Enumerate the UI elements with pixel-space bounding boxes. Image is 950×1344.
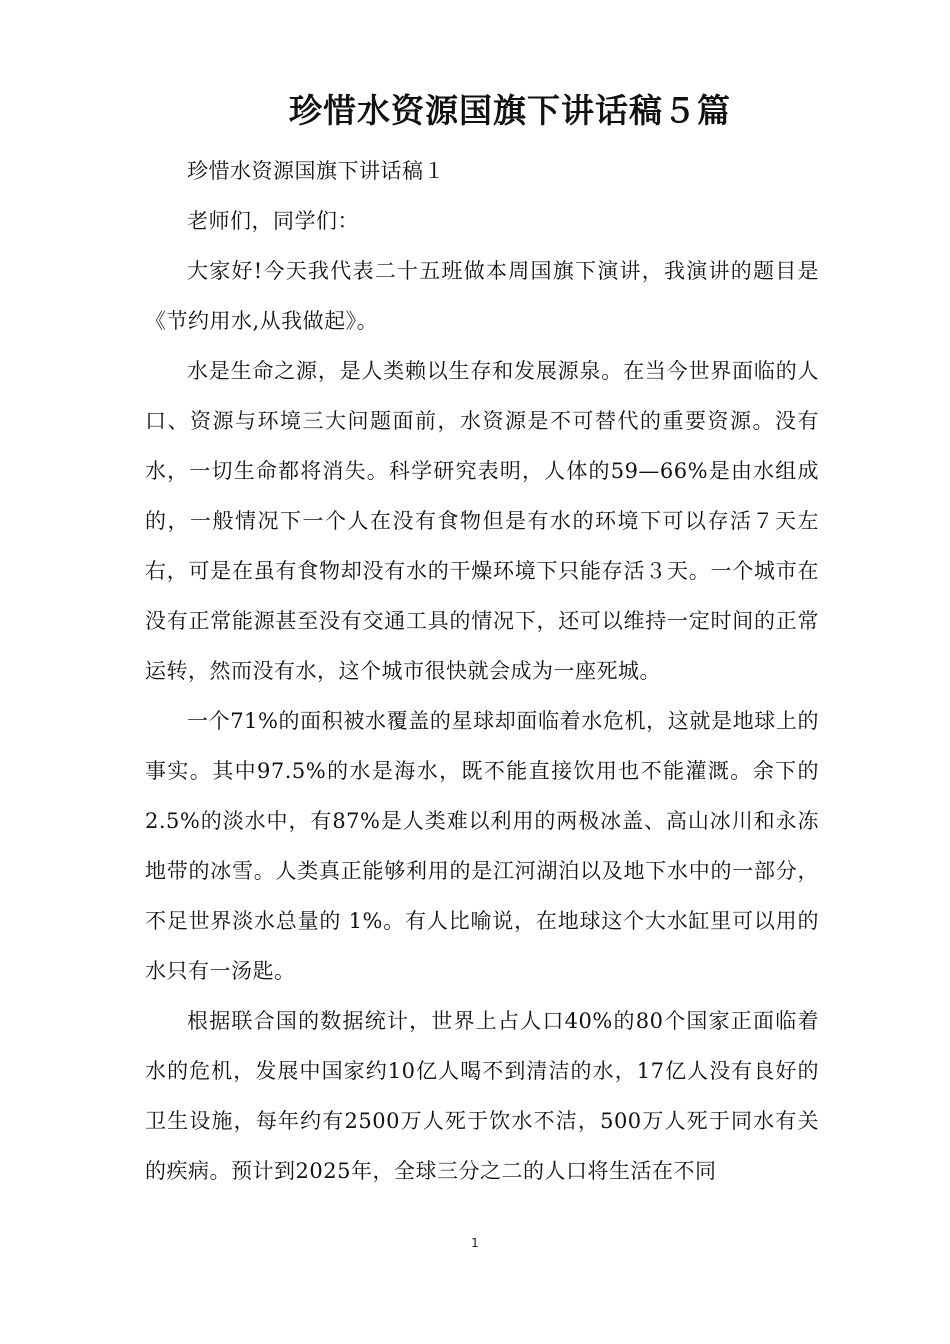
- body-paragraph: 水是生命之源，是人类赖以生存和发展源泉。在当今世界面临的人口、资源与环境三大问题面前，水资源是不可替代的重要资源。没有水，一切生命都将消失。科学研究表明，人体的59—66%是由水组成的，一般情况下一个人在没有食物但是有水的环境下可以存活７天左右，可是在虽有食物却没有水的干燥环境下只能存活３天。一个城市在没有正常能源甚至没有交通工具的情况下，还可以维持一定时间的正常运转，然而没有水，这个城市很快就会成为一座死城。: [145, 359, 819, 683]
- body-paragraph: 一个71%的面积被水覆盖的星球却面临着水危机，这就是地球上的事实。其中97.5%的水是海水，既不能直接饮用也不能灌溉。余下的2.5%的淡水中，有87%是人类难以利用的两极冰盖、高山冰川和永冻地带的冰雪。人类真正能够利用的是江河湖泊以及地下水中的一部分，不足世界淡水总量的 1%。有人比喻说，在地球这个大水缸里可以用的水只有一汤匙。: [145, 709, 819, 983]
- body-paragraph: 大家好!今天我代表二十五班做本周国旗下演讲，我演讲的题目是《节约用水,从我做起》。: [145, 259, 819, 333]
- document-body: [145, 146, 819, 1196]
- document-title: 珍惜水资源国旗下讲话稿５篇: [289, 91, 731, 130]
- section-heading: 珍惜水资源国旗下讲话稿１: [187, 159, 445, 183]
- body-paragraph: 根据联合国的数据统计，世界上占人口40%的80个国家正面临着水的危机，发展中国家约10亿人喝不到清洁的水，17亿人没有良好的卫生设施，每年约有2500万人死于饮水不洁，500万人死于同水有关的疾病。预计到2025年，全球三分之二的人口将生活在不同: [145, 1009, 819, 1183]
- salutation: 老师们，同学们：: [187, 209, 359, 233]
- page-number: 1: [471, 1236, 479, 1250]
